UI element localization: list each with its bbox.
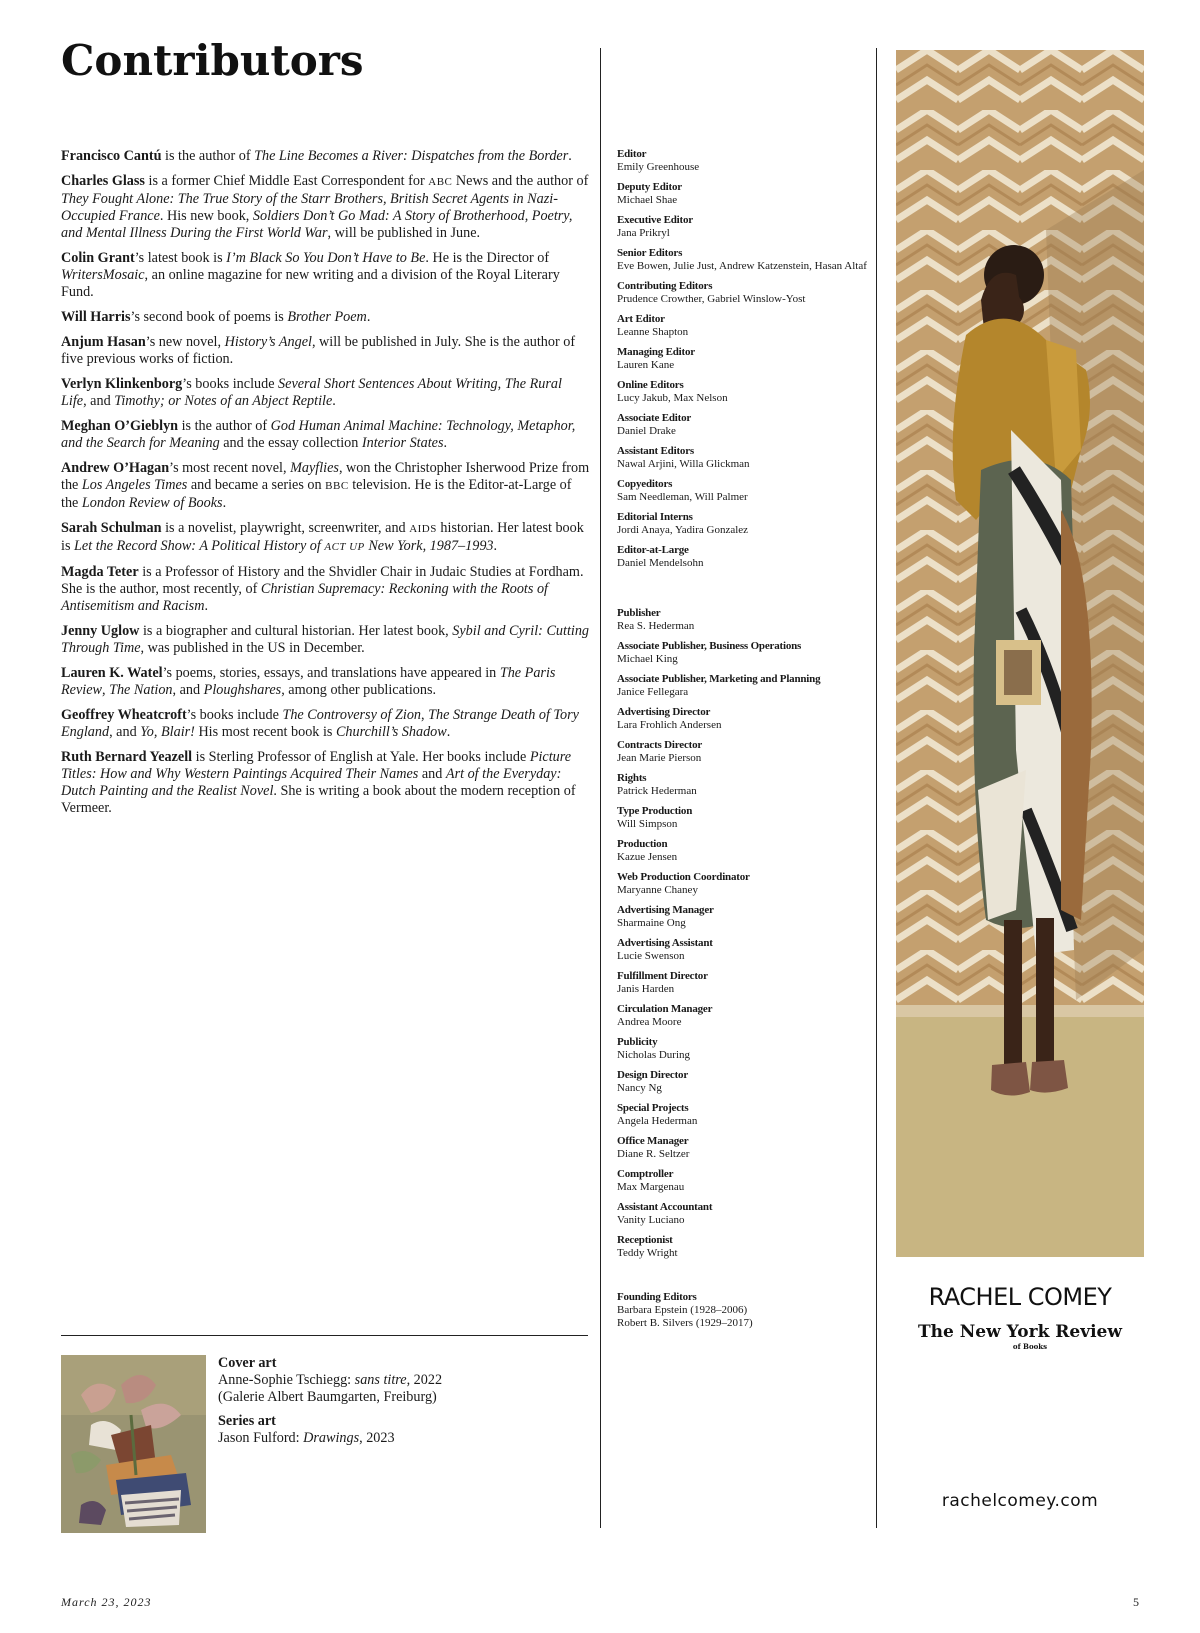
masthead-name: Nawal Arjini, Willa Glickman (617, 458, 750, 470)
masthead-role: Associate Publisher, Business Operations (617, 640, 802, 652)
masthead-editorial (617, 148, 882, 570)
masthead-role: Editor (617, 148, 647, 160)
masthead-role: Editorial Interns (617, 511, 693, 523)
masthead-entry (617, 1168, 882, 1194)
masthead-entry (617, 1069, 882, 1095)
masthead-entry (617, 904, 882, 930)
cover-divider (61, 1335, 588, 1336)
masthead-name: Jordi Anaya, Yadira Gonzalez (617, 524, 749, 536)
masthead-entry (617, 1234, 882, 1260)
masthead-entry (617, 1102, 882, 1128)
contributor-entry: Jenny Uglow is a biographer and cultural historian. Her latest book, Sybil and Cyril: Cutting Through Time, was published in the US in December. (61, 623, 590, 656)
contributor-name: Colin Grant (61, 250, 135, 266)
page-number: 5 (1133, 1595, 1139, 1609)
masthead-founding (617, 1291, 882, 1330)
cover-art-gallery: (Galerie Albert Baumgarten, Freiburg) (218, 1389, 437, 1405)
masthead-entry (617, 511, 882, 537)
masthead-name: Lauren Kane (617, 359, 675, 371)
masthead-role: Editor-at-Large (617, 544, 689, 556)
masthead-role: Contracts Director (617, 739, 703, 751)
masthead-entry (617, 772, 882, 798)
masthead-role: Associate Editor (617, 412, 692, 424)
masthead-role: Copyeditors (617, 478, 673, 490)
contributor-name: Sarah Schulman (61, 520, 162, 536)
masthead-entry (617, 871, 882, 897)
masthead-entry (617, 805, 882, 831)
masthead-name: Kazue Jensen (617, 851, 678, 863)
masthead-name: Sam Needleman, Will Palmer (617, 491, 748, 503)
contributor-entry: Francisco Cantú is the author of The Line Becomes a River: Dispatches from the Border. (61, 148, 572, 164)
masthead-entry (617, 148, 882, 174)
masthead-name: Emily Greenhouse (617, 161, 700, 173)
masthead-name: Lucie Swenson (617, 950, 685, 962)
masthead-role: Type Production (617, 805, 693, 817)
masthead-role: Deputy Editor (617, 181, 682, 193)
masthead-entry (617, 544, 882, 570)
masthead-role: Assistant Accountant (617, 1201, 713, 1213)
contributor-name: Ruth Bernard Yeazell (61, 749, 193, 765)
masthead-name: Sharmaine Ong (617, 917, 686, 929)
masthead-role: Publicity (617, 1036, 658, 1048)
page-title: Contributors (61, 36, 364, 85)
masthead-name: Prudence Crowther, Gabriel Winslow-Yost (617, 293, 806, 305)
series-art-heading: Series art (218, 1413, 276, 1429)
contributor-entry: Ruth Bernard Yeazell is Sterling Professor of English at Yale. Her books include Picture Titles: How and Why Western Paintings Acquired Their Names and Art of the Everyday: Dutch Painting and the Realist Novel. She is writing a book about the modern reception of Vermeer. (61, 749, 576, 816)
contributor-name: Verlyn Klinkenborg (61, 376, 183, 392)
masthead-entry (617, 1135, 882, 1161)
masthead-name: Daniel Drake (617, 425, 676, 437)
series-art-credit: Jason Fulford: Drawings, 2023 (218, 1430, 395, 1446)
contributor-entry: Colin Grant’s latest book is I’m Black So You Don’t Have to Be. He is the Director of WritersMosaic, an online magazine for new writing and a division of the Royal Literary Fund. (61, 250, 560, 300)
masthead-name: Diane R. Seltzer (617, 1148, 690, 1160)
column-divider-left (600, 48, 601, 1528)
advertiser-url: rachelcomey.com (941, 1491, 1099, 1511)
publication-logo: The New York Review (917, 1322, 1123, 1342)
masthead-role: Office Manager (617, 1135, 689, 1147)
contributor-entry: Sarah Schulman is a novelist, playwright, screenwriter, and AIDS historian. Her latest book is Let the Record Show: A Political History of ACT UP New York, 1987–1993. (61, 520, 584, 554)
masthead-name: Rea S. Hederman (617, 620, 695, 632)
masthead-role: Special Projects (617, 1102, 689, 1114)
masthead-name: Lucy Jakub, Max Nelson (617, 392, 728, 404)
masthead-name: Michael King (617, 653, 678, 665)
masthead-role: Founding Editors (617, 1291, 697, 1303)
masthead-entry (617, 970, 882, 996)
masthead-entry (617, 247, 882, 273)
masthead-name: Nicholas During (617, 1049, 691, 1061)
masthead-role: Online Editors (617, 379, 684, 391)
masthead-role: Production (617, 838, 668, 850)
contributor-name: Will Harris (61, 309, 131, 325)
masthead-name: Lara Frohlich Andersen (617, 719, 722, 731)
masthead-entry (617, 838, 882, 864)
masthead-name: Daniel Mendelsohn (617, 557, 704, 569)
masthead-role: Receptionist (617, 1234, 673, 1246)
contributor-name: Magda Teter (61, 564, 139, 580)
masthead-name: Will Simpson (617, 818, 678, 830)
masthead-role: Advertising Manager (617, 904, 714, 916)
contributor-name: Lauren K. Watel (61, 665, 163, 681)
masthead-entry (617, 412, 882, 438)
masthead-role: Associate Publisher, Marketing and Planning (617, 673, 821, 685)
advertiser-brand: RACHEL COMEY (928, 1283, 1112, 1311)
masthead-name: Janis Harden (617, 983, 675, 995)
contributor-entry: Andrew O’Hagan’s most recent novel, Mayflies, won the Christopher Isherwood Prize from the Los Angeles Times and became a series on BBC television. He is the Editor-at-Large of the London Review of Books. (61, 460, 590, 511)
masthead-name: Andrea Moore (617, 1016, 682, 1028)
contributor-name: Jenny Uglow (61, 623, 140, 639)
masthead-role: Web Production Coordinator (617, 871, 750, 883)
contributor-name: Geoffrey Wheatcroft (61, 707, 187, 723)
masthead-entry (617, 706, 882, 732)
masthead-role: Managing Editor (617, 346, 695, 358)
contributor-entry: Anjum Hasan’s new novel, History’s Angel, will be published in July. She is the author of five previous works of fiction. (61, 334, 576, 367)
masthead-name: Robert B. Silvers (1929–2017) (617, 1317, 753, 1329)
masthead-role: Art Editor (617, 313, 665, 325)
contributor-name: Charles Glass (61, 173, 145, 189)
masthead-entry (617, 478, 882, 504)
contributor-entry: Lauren K. Watel’s poems, stories, essays, and translations have appeared in The Paris Review, The Nation, and Ploughshares, among other publications. (61, 665, 556, 698)
masthead-entry (617, 445, 882, 471)
issue-date: March 23, 2023 (61, 1595, 152, 1609)
contributor-name: Meghan O’Gieblyn (61, 418, 179, 434)
contributor-name: Anjum Hasan (61, 334, 146, 350)
cover-art-credit: Anne-Sophie Tschiegg: sans titre, 2022 (218, 1372, 443, 1388)
contributor-entry: Geoffrey Wheatcroft’s books include The Controversy of Zion, The Strange Death of Tory England, and Yo, Blair! His most recent book is Churchill’s Shadow. (61, 707, 579, 740)
masthead-entry (617, 379, 882, 405)
masthead-entry (617, 937, 882, 963)
masthead-name: Maryanne Chaney (617, 884, 698, 896)
masthead-entry (617, 640, 882, 666)
masthead-role: Design Director (617, 1069, 689, 1081)
masthead-name: Angela Hederman (617, 1115, 698, 1127)
masthead-name: Nancy Ng (617, 1082, 662, 1094)
contributor-name: Andrew O’Hagan (61, 460, 170, 476)
masthead-entry (617, 1201, 882, 1227)
contributors-list (61, 148, 591, 825)
masthead-name: Barbara Epstein (1928–2006) (617, 1304, 748, 1316)
masthead-role: Advertising Assistant (617, 937, 713, 949)
masthead-role: Comptroller (617, 1168, 674, 1180)
contributor-entry: Meghan O’Gieblyn is the author of God Human Animal Machine: Technology, Metaphor, and the Search for Meaning and the essay collection Interior States. (61, 418, 576, 451)
masthead-name: Janice Fellegara (617, 686, 689, 698)
masthead-name: Michael Shae (617, 194, 678, 206)
masthead-business (617, 607, 882, 1260)
masthead-entry (617, 1036, 882, 1062)
masthead-entry (617, 313, 882, 339)
masthead-name: Jean Marie Pierson (617, 752, 702, 764)
masthead-entry (617, 280, 882, 306)
masthead-entry (617, 673, 882, 699)
masthead-name: Vanity Luciano (617, 1214, 685, 1226)
masthead-role: Executive Editor (617, 214, 693, 226)
masthead-name: Max Margenau (617, 1181, 685, 1193)
masthead (617, 148, 882, 1337)
masthead-name: Patrick Hederman (617, 785, 697, 797)
masthead-role: Fulfillment Director (617, 970, 708, 982)
contributor-entry: Charles Glass is a former Chief Middle East Correspondent for ABC News and the author of They Fought Alone: The True Story of the Starr Brothers, British Secret Agents in Nazi-Occupied France. His new book, Soldiers Don’t Go Mad: A Story of Brotherhood, Poetry, and Mental Illness During the First World War, will be published in June. (61, 173, 589, 241)
contributor-entry: Magda Teter is a Professor of History and the Shvidler Chair in Judaic Studies at Fordham. She is the author, most recently, of Christian Supremacy: Reckoning with the Roots of Antisemitism and Racism. (61, 564, 584, 614)
masthead-entry (617, 214, 882, 240)
cover-art-heading: Cover art (218, 1355, 277, 1371)
masthead-entry (617, 346, 882, 372)
masthead-entry (617, 181, 882, 207)
masthead-role: Circulation Manager (617, 1003, 713, 1015)
masthead-name: Jana Prikryl (617, 227, 670, 239)
masthead-role: Contributing Editors (617, 280, 713, 292)
masthead-name: Eve Bowen, Julie Just, Andrew Katzenstein, Hasan Altaf (617, 260, 867, 272)
masthead-role: Rights (617, 772, 647, 784)
masthead-entry (617, 607, 882, 633)
masthead-name: Leanne Shapton (617, 326, 689, 338)
advertisement-photo (896, 50, 1144, 1257)
masthead-role: Publisher (617, 607, 661, 619)
contributor-entry: Will Harris’s second book of poems is Brother Poem. (61, 309, 371, 325)
publication-logo-sub: of Books (1012, 1342, 1048, 1351)
contributor-entry: Verlyn Klinkenborg’s books include Several Short Sentences About Writing, The Rural Life, and Timothy; or Notes of an Abject Reptile. (61, 376, 562, 409)
cover-credits (218, 1355, 578, 1454)
masthead-name: Teddy Wright (617, 1247, 678, 1259)
masthead-role: Assistant Editors (617, 445, 694, 457)
masthead-role: Senior Editors (617, 247, 683, 259)
contributor-name: Francisco Cantú (61, 148, 162, 164)
cover-art-thumbnail (61, 1355, 206, 1533)
masthead-entry (617, 739, 882, 765)
masthead-role: Advertising Director (617, 706, 711, 718)
masthead-entry (617, 1003, 882, 1029)
